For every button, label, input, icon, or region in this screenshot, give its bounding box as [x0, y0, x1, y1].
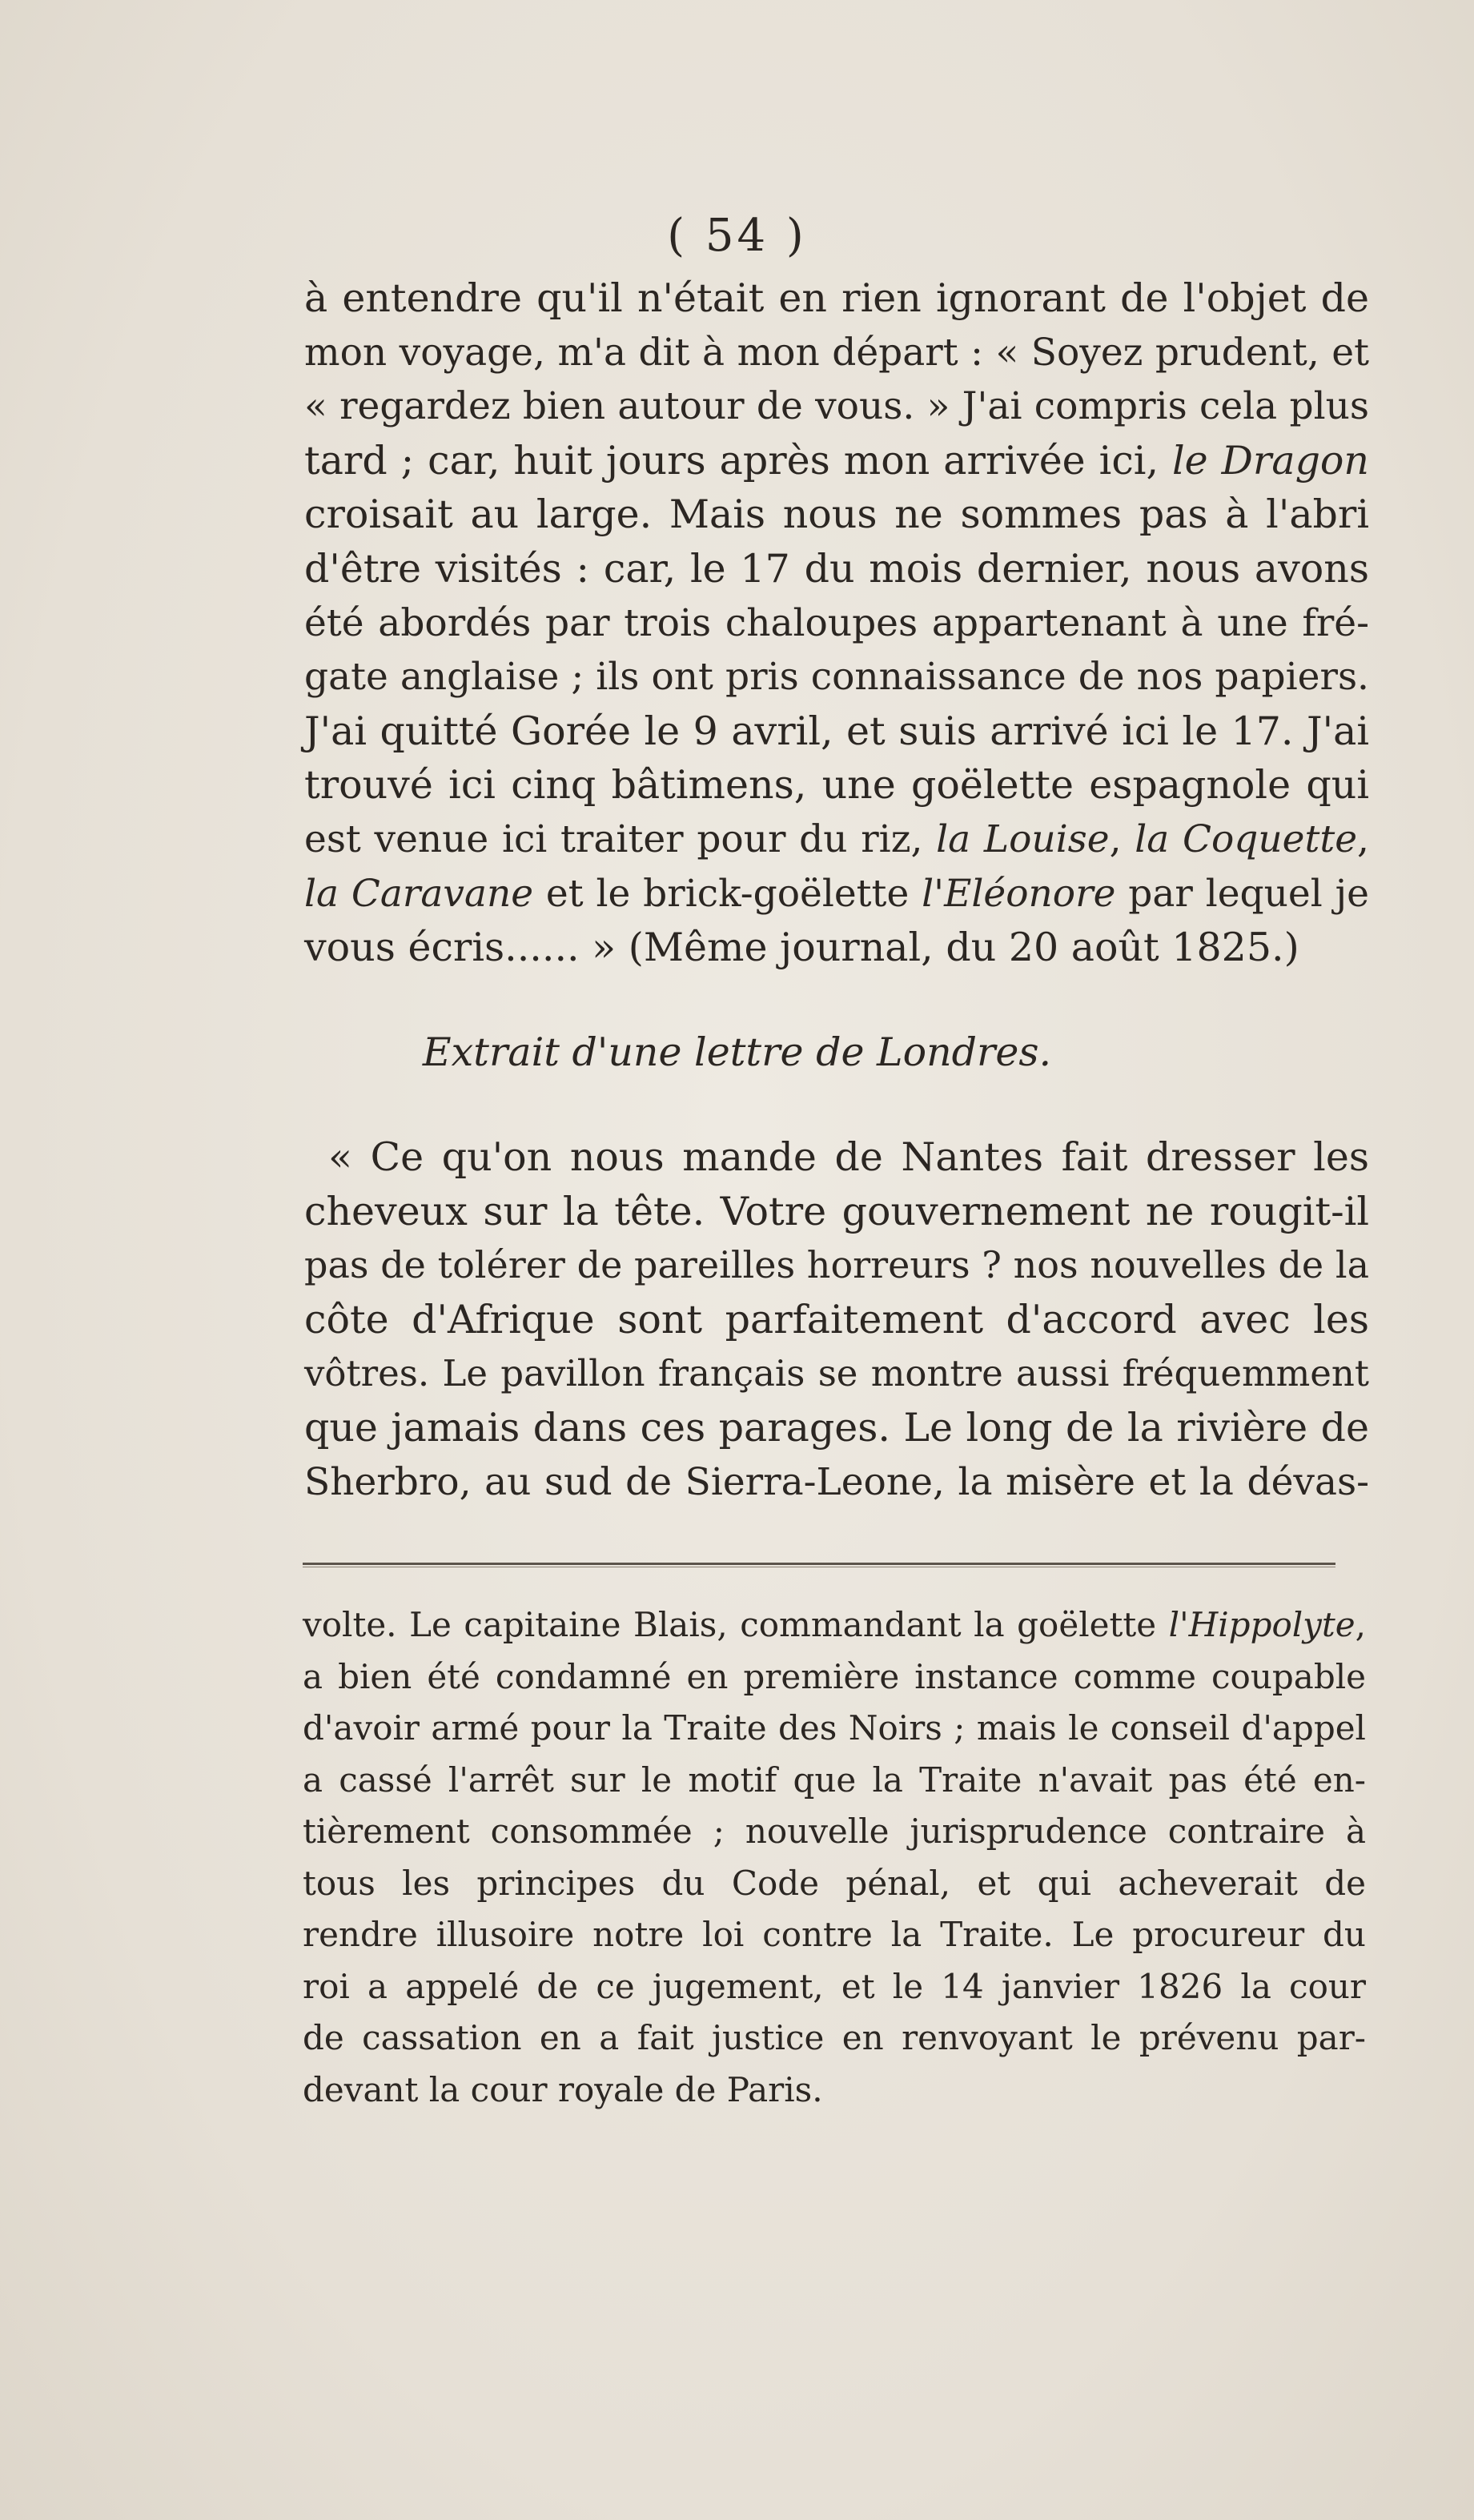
- footnote-line: tièrement consommée ; nouvelle jurisprudence contraire à: [303, 1812, 1366, 1851]
- text-line: mon voyage, m'a dit à mon départ : « Soyez prudent, et: [304, 330, 1369, 375]
- text-line: tard ; car, huit jours après mon arrivée ici, le Dragon: [304, 437, 1369, 484]
- footnote-line: a bien été condamné en première instance comme coupable: [303, 1656, 1366, 1696]
- text-line: cheveux sur la tête. Votre gouvernement ne rougit-il: [304, 1188, 1369, 1234]
- text-line: croisait au large. Mais nous ne sommes pas à l'abri: [304, 492, 1369, 538]
- text-line: la Caravane et le brick-goëlette l'Eléonore par lequel je: [304, 871, 1369, 916]
- text-line: trouvé ici cinq bâtimens, une goëlette espagnole qui: [304, 762, 1369, 809]
- text-line: vôtres. Le pavillon français se montre aussi fréquemment: [304, 1352, 1369, 1395]
- text-line: que jamais dans ces parages. Le long de la rivière de: [304, 1404, 1369, 1451]
- section-heading: Extrait d'une lettre de Londres.: [422, 1029, 1052, 1075]
- text-line: d'être visités : car, le 17 du mois dernier, nous avons: [304, 545, 1369, 592]
- footnote-line: d'avoir armé pour la Traite des Noirs ; mais le conseil d'appel: [303, 1708, 1366, 1748]
- footnote-line: roi a appelé de ce jugement, et le 14 janvier 1826 la cour: [303, 1966, 1366, 2006]
- footnote-line: volte. Le capitaine Blais, commandant la goëlette l'Hippolyte,: [303, 1605, 1366, 1644]
- paragraph-2: [304, 1130, 1369, 1509]
- text-line: Sherbro, au sud de Sierra-Leone, la misère et la dévas-: [304, 1459, 1369, 1504]
- text-line: est venue ici traiter pour du riz, la Louise, la Coquette,: [304, 817, 1369, 861]
- text-line: J'ai quitté Gorée le 9 avril, et suis arrivé ici le 17. J'ai: [304, 708, 1369, 754]
- page-number: ( 54 ): [667, 210, 807, 262]
- footnote-rule: [303, 1563, 1335, 1565]
- footnote-line: tous les principes du Code pénal, et qui acheverait de: [303, 1863, 1366, 1903]
- text-line: côte d'Afrique sont parfaitement d'accord avec les: [304, 1296, 1369, 1342]
- text-line: « regardez bien autour de vous. » J'ai compris cela plus: [304, 384, 1369, 429]
- paragraph-1: [304, 271, 1369, 975]
- text-line: à entendre qu'il n'était en rien ignorant de l'objet de: [304, 275, 1369, 321]
- footnote-line: de cassation en a fait justice en renvoyant le prévenu par-: [303, 2018, 1366, 2057]
- text-line: vous écris...... » (Même journal, du 20 août 1825.): [304, 925, 1299, 971]
- footnote-line: a cassé l'arrêt sur le motif que la Traite n'avait pas été en-: [303, 1760, 1366, 1800]
- text-line: été abordés par trois chaloupes appartenant à une fré-: [304, 600, 1369, 645]
- text-line: gate anglaise ; ils ont pris connaissance de nos papiers.: [304, 655, 1369, 700]
- footnote-line: rendre illusoire notre loi contre la Traite. Le procureur du: [303, 1915, 1366, 1954]
- footnote-line: devant la cour royale de Paris.: [303, 2069, 823, 2109]
- text-line: pas de tolérer de pareilles horreurs ? nos nouvelles de la: [304, 1243, 1369, 1287]
- text-line: « Ce qu'on nous mande de Nantes fait dresser les: [328, 1134, 1369, 1180]
- footnote: [303, 1599, 1366, 2116]
